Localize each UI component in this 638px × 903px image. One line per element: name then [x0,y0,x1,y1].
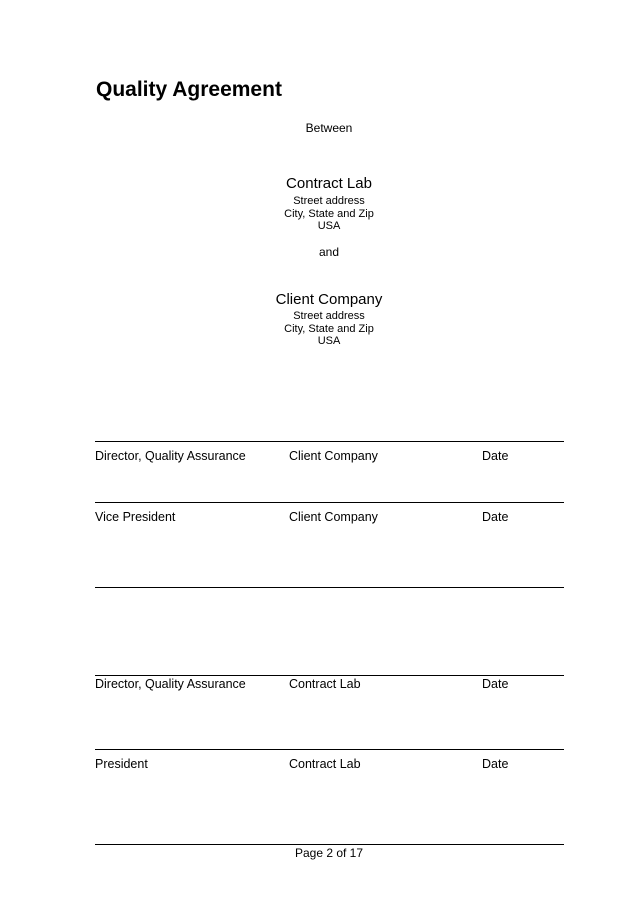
signature-line [95,502,564,503]
signer-company: Client Company [289,510,378,524]
party1-name: Contract Lab [286,175,372,192]
signature-row [95,676,564,692]
signature-line [95,441,564,442]
party1-street: Street address [293,195,365,207]
signer-company: Client Company [289,449,378,463]
party2-city: City, State and Zip [284,322,374,335]
signature-date: Date [482,510,509,524]
and-text: and [318,245,340,259]
signer-role: President [95,757,148,771]
document-title: Quality Agreement [96,78,282,101]
signature-row [95,756,564,772]
signature-date: Date [482,757,509,771]
party1-country: USA [317,220,341,232]
party2-name: Client Company [275,291,383,308]
signer-role: Director, Quality Assurance [95,449,246,463]
signer-company: Contract Lab [289,677,361,691]
page-number: Page 2 of 17 [294,846,364,860]
footer-divider [95,844,564,845]
section-divider [95,587,564,588]
party2-country: USA [317,335,341,347]
signature-row [95,448,564,464]
party2-street: Street address [293,310,365,322]
between-text: Between [305,121,353,135]
signature-date: Date [482,677,509,691]
signer-company: Contract Lab [289,757,361,771]
party1-city: City, State and Zip [284,207,374,220]
signature-row [95,509,564,525]
signature-date: Date [482,449,509,463]
signature-line [95,749,564,750]
signer-role: Director, Quality Assurance [95,677,246,691]
signer-role: Vice President [95,510,176,524]
